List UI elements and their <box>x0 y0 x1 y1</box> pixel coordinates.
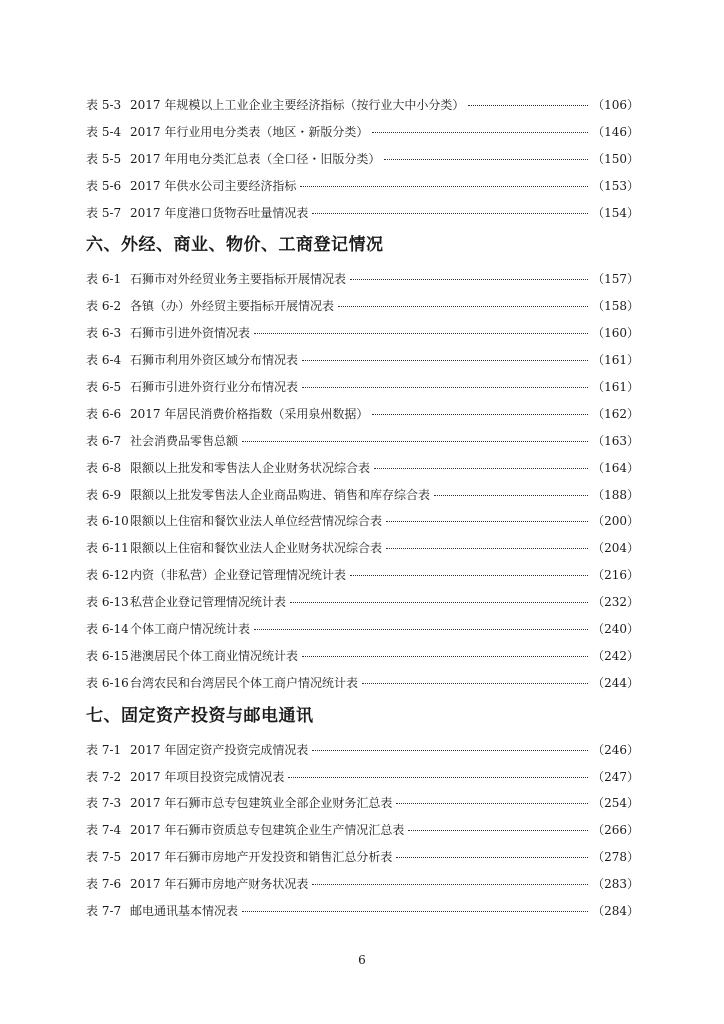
entry-number: 表 5-7 <box>86 205 122 220</box>
entry-page: （161） <box>592 380 639 395</box>
toc-entry[interactable] <box>86 320 639 347</box>
toc-entry[interactable] <box>86 562 639 589</box>
entry-title: 港澳居民个体工商业情况统计表 <box>130 648 299 663</box>
toc-entry[interactable] <box>86 347 639 374</box>
entry-number: 表 5-3 <box>86 98 122 112</box>
entry-title: 石狮市引进外资行业分布情况表 <box>130 380 299 395</box>
entry-title: 2017 年固定资产投资完成情况表 <box>130 742 309 757</box>
toc-entry[interactable] <box>86 293 639 320</box>
dot-leader <box>312 750 588 751</box>
entry-title: 台湾农民和台湾居民个体工商户情况统计表 <box>130 675 359 690</box>
toc-entry[interactable] <box>86 670 639 697</box>
dot-leader <box>350 279 588 280</box>
entry-title: 2017 年供水公司主要经济指标 <box>130 178 297 193</box>
toc-entry[interactable] <box>86 764 639 791</box>
entry-title: 2017 年居民消费价格指数（采用泉州数据） <box>130 406 369 421</box>
entry-number: 表 6-3 <box>86 326 122 341</box>
entry-page: （266） <box>592 823 639 838</box>
entry-page: （254） <box>592 796 639 811</box>
entry-page: （158） <box>592 299 639 314</box>
entry-title: 各镇（办）外经贸主要指标开展情况表 <box>130 299 335 314</box>
dot-leader <box>242 911 588 912</box>
toc-entry[interactable] <box>86 92 639 119</box>
entry-page: （188） <box>592 487 639 502</box>
entry-page: （150） <box>592 151 639 166</box>
dot-leader <box>300 186 588 187</box>
entry-page: （204） <box>592 541 639 556</box>
entry-page: （216） <box>592 568 639 583</box>
toc-entry[interactable] <box>86 589 639 616</box>
entry-page: （240） <box>592 622 639 637</box>
entry-page: （146） <box>592 124 639 139</box>
section-heading: 六、外经、商业、物价、工商登记情况 <box>86 235 384 256</box>
dot-leader <box>468 105 588 106</box>
entry-page: （162） <box>592 406 639 421</box>
entry-page: （246） <box>592 742 639 757</box>
dot-leader <box>434 495 588 496</box>
entry-title: 2017 年石狮市房地产开发投资和销售汇总分析表 <box>130 850 393 865</box>
entry-title: 2017 年石狮市总专包建筑业全部企业财务汇总表 <box>130 796 393 811</box>
entry-page: （106） <box>592 98 639 112</box>
toc-entry[interactable] <box>86 146 639 173</box>
entry-page: （153） <box>592 178 639 193</box>
entry-number: 表 6-8 <box>86 460 122 475</box>
entry-number: 表 5-5 <box>86 151 122 166</box>
entry-title: 限额以上住宿和餐饮业法人企业财务状况综合表 <box>130 541 383 556</box>
entry-page: （200） <box>592 514 639 529</box>
entry-number: 表 6-14 <box>86 622 129 637</box>
dot-leader <box>396 857 588 858</box>
entry-number: 表 6-11 <box>86 541 129 556</box>
entry-number: 表 6-13 <box>86 595 129 610</box>
entry-title: 2017 年石狮市房地产财务状况表 <box>130 877 309 892</box>
entry-number: 表 6-12 <box>86 568 129 583</box>
entry-number: 表 6-7 <box>86 433 122 448</box>
entry-number: 表 5-6 <box>86 178 122 193</box>
dot-leader <box>386 521 588 522</box>
dot-leader <box>254 333 588 334</box>
entry-number: 表 6-16 <box>86 675 129 690</box>
dot-leader <box>288 777 588 778</box>
entry-number: 表 6-1 <box>86 272 122 287</box>
dot-leader <box>302 656 588 657</box>
entry-page: （247） <box>592 769 639 784</box>
toc-entry[interactable] <box>86 508 639 535</box>
toc-entry[interactable] <box>86 535 639 562</box>
table-of-contents <box>86 92 639 925</box>
entry-number: 表 7-1 <box>86 742 122 757</box>
entry-number: 表 6-4 <box>86 353 122 368</box>
dot-leader <box>372 414 588 415</box>
section-heading: 七、固定资产投资与邮电通讯 <box>86 705 314 726</box>
entry-number: 表 7-4 <box>86 823 122 838</box>
entry-page: （157） <box>592 272 639 287</box>
dot-leader <box>254 629 588 630</box>
entry-page: （232） <box>592 595 639 610</box>
entry-title: 石狮市利用外资区域分布情况表 <box>130 353 299 368</box>
dot-leader <box>302 387 588 388</box>
toc-entry[interactable] <box>86 401 639 428</box>
entry-number: 表 6-15 <box>86 648 129 663</box>
dot-leader <box>302 360 588 361</box>
entry-number: 表 7-7 <box>86 904 122 919</box>
toc-entry[interactable] <box>86 200 639 227</box>
dot-leader <box>338 306 588 307</box>
entry-page: （163） <box>592 433 639 448</box>
toc-entry[interactable] <box>86 428 639 455</box>
entry-title: 2017 年度港口货物吞吐量情况表 <box>130 205 309 220</box>
dot-leader <box>362 683 588 684</box>
entry-title: 2017 年项目投资完成情况表 <box>130 769 285 784</box>
dot-leader <box>242 441 588 442</box>
toc-entry[interactable] <box>86 871 639 898</box>
dot-leader <box>312 213 588 214</box>
entry-title: 2017 年石狮市资质总专包建筑企业生产情况汇总表 <box>130 823 405 838</box>
page-number: 6 <box>358 953 366 967</box>
entry-title: 2017 年规模以上工业企业主要经济指标（按行业大中小分类） <box>130 98 465 112</box>
entry-title: 石狮市引进外资情况表 <box>130 326 251 341</box>
entry-number: 表 7-2 <box>86 769 122 784</box>
entry-page: （160） <box>592 326 639 341</box>
toc-entry[interactable] <box>86 616 639 643</box>
toc-entry[interactable] <box>86 898 639 925</box>
toc-entry[interactable] <box>86 173 639 200</box>
entry-title: 限额以上批发和零售法人企业财务状况综合表 <box>130 460 371 475</box>
dot-leader <box>350 575 588 576</box>
entry-title: 限额以上批发零售法人企业商品购进、销售和库存综合表 <box>130 487 431 502</box>
entry-number: 表 7-5 <box>86 850 122 865</box>
entry-title: 私营企业登记管理情况统计表 <box>130 595 287 610</box>
entry-page: （164） <box>592 460 639 475</box>
entry-title: 个体工商户情况统计表 <box>130 622 251 637</box>
entry-title: 限额以上住宿和餐饮业法人单位经营情况综合表 <box>130 514 383 529</box>
entry-title: 社会消费品零售总额 <box>130 433 239 448</box>
dot-leader <box>290 602 588 603</box>
toc-entry[interactable] <box>86 737 639 764</box>
dot-leader <box>408 830 588 831</box>
dot-leader <box>384 159 588 160</box>
entry-title: 石狮市对外经贸业务主要指标开展情况表 <box>130 272 347 287</box>
toc-entry[interactable] <box>86 790 639 817</box>
dot-leader <box>396 803 588 804</box>
toc-entry[interactable] <box>86 844 639 871</box>
entry-page: （244） <box>592 675 639 690</box>
entry-page: （278） <box>592 850 639 865</box>
entry-page: （154） <box>592 205 639 220</box>
entry-number: 表 7-3 <box>86 796 122 811</box>
entry-number: 表 6-2 <box>86 299 122 314</box>
toc-entry[interactable] <box>86 266 639 293</box>
entry-number: 表 6-9 <box>86 487 122 502</box>
toc-entry[interactable] <box>86 817 639 844</box>
entry-title: 2017 年用电分类汇总表（全口径・旧版分类） <box>130 151 381 166</box>
entry-number: 表 6-5 <box>86 380 122 395</box>
entry-title: 2017 年行业用电分类表（地区・新版分类） <box>130 124 369 139</box>
entry-number: 表 5-4 <box>86 124 122 139</box>
entry-page: （284） <box>592 904 639 919</box>
dot-leader <box>372 132 588 133</box>
dot-leader <box>374 468 588 469</box>
entry-number: 表 7-6 <box>86 877 122 892</box>
entry-number: 表 6-6 <box>86 406 122 421</box>
toc-entry[interactable] <box>86 119 639 146</box>
dot-leader <box>386 548 588 549</box>
entry-title: 内资（非私营）企业登记管理情况统计表 <box>130 568 347 583</box>
toc-entry[interactable] <box>86 455 639 482</box>
entry-title: 邮电通讯基本情况表 <box>130 904 239 919</box>
toc-entry[interactable] <box>86 482 639 509</box>
entry-page: （242） <box>592 648 639 663</box>
toc-entry[interactable] <box>86 374 639 401</box>
entry-number: 表 6-10 <box>86 514 129 529</box>
toc-entry[interactable] <box>86 643 639 670</box>
dot-leader <box>312 884 588 885</box>
entry-page: （161） <box>592 353 639 368</box>
entry-page: （283） <box>592 877 639 892</box>
